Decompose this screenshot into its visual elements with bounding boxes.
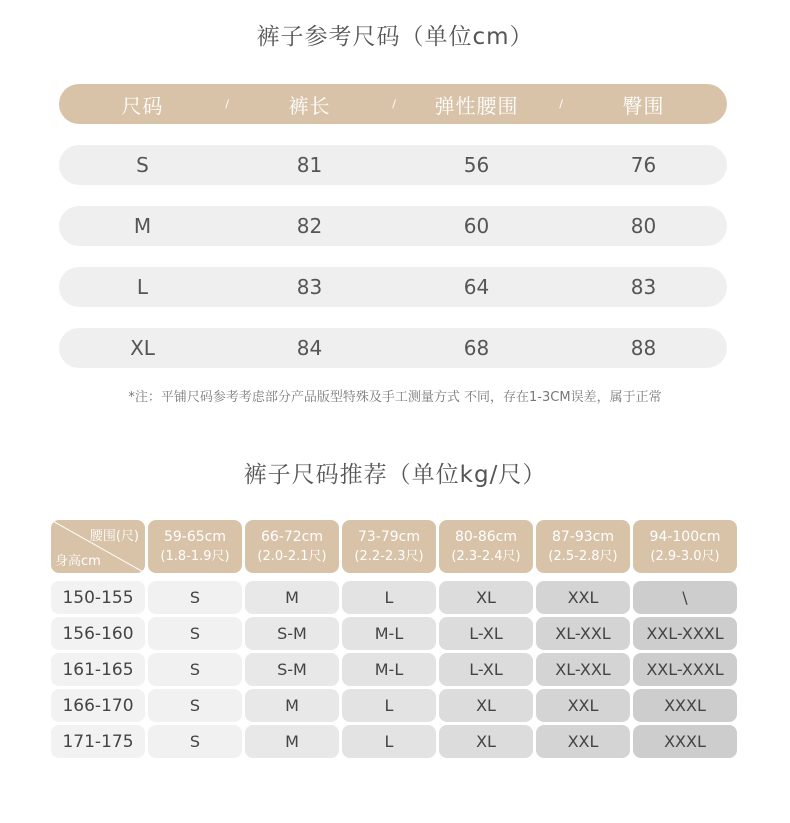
waist-column-header xyxy=(536,520,630,573)
cell-waist: 56 xyxy=(463,153,490,177)
size-recommendation: S-M xyxy=(245,617,339,650)
size-recommendation: XXL xyxy=(536,689,630,722)
divider: / xyxy=(559,97,564,111)
cell-hip: 80 xyxy=(630,214,657,238)
size-recommendation: S xyxy=(148,689,242,722)
cell-waist: 60 xyxy=(463,214,490,238)
size-recommendation: S xyxy=(148,653,242,686)
cell-size: S xyxy=(136,153,149,177)
height-label: 156-160 xyxy=(51,617,145,650)
waist-range: 94-100cm xyxy=(649,528,721,545)
waist-range-chi: (2.0-2.1尺) xyxy=(257,548,327,564)
size-recommendation: XXL xyxy=(536,581,630,614)
waist-range: 66-72cm xyxy=(260,528,323,545)
cell-length: 83 xyxy=(296,275,323,299)
size-recommendation: XXXL xyxy=(633,689,737,722)
height-label: 161-165 xyxy=(51,653,145,686)
header-length xyxy=(226,90,397,119)
divider: / xyxy=(392,97,397,111)
size-chart-header xyxy=(59,84,727,124)
corner-height-label: 身高cm xyxy=(55,554,101,569)
waist-column-header xyxy=(342,520,436,573)
cell-hip: 76 xyxy=(630,153,657,177)
size-recommendation: XXL-XXXL xyxy=(633,617,737,650)
size-recommendation: XL xyxy=(439,725,533,758)
cell-length: 84 xyxy=(296,336,323,360)
header-waist xyxy=(393,90,564,119)
waist-column-header xyxy=(148,520,242,573)
waist-range: 73-79cm xyxy=(357,528,420,545)
waist-range-chi: (2.3-2.4尺) xyxy=(451,548,521,564)
table-row xyxy=(59,206,727,246)
size-recommendation: L xyxy=(342,725,436,758)
cell-length: 81 xyxy=(296,153,323,177)
size-recommendation: L-XL xyxy=(439,617,533,650)
corner-waist-label: 腰围(尺) xyxy=(89,529,139,544)
cell-size: XL xyxy=(130,336,155,360)
size-recommendation: XXL xyxy=(536,725,630,758)
cell-waist: 64 xyxy=(463,275,490,299)
size-recommendation: S xyxy=(148,617,242,650)
size-recommendation: XXXL xyxy=(633,725,737,758)
header-size-label: 尺码 xyxy=(121,93,164,118)
recommendation-title: 裤子尺码推荐（单位kg/尺） xyxy=(243,462,547,488)
table-row xyxy=(59,145,727,185)
height-label: 150-155 xyxy=(51,581,145,614)
header-hip xyxy=(560,90,727,119)
waist-range-chi: (1.8-1.9尺) xyxy=(160,548,230,564)
size-recommendation: XL xyxy=(439,581,533,614)
waist-range-chi: (2.9-3.0尺) xyxy=(650,548,720,564)
size-recommendation: XL xyxy=(439,689,533,722)
size-recommendation: \ xyxy=(633,581,737,614)
size-recommendation: L xyxy=(342,581,436,614)
cell-size: L xyxy=(136,275,149,299)
size-recommendation: M xyxy=(245,581,339,614)
cell-waist: 68 xyxy=(463,336,490,360)
header-hip-label: 臀围 xyxy=(622,93,665,118)
waist-range-chi: (2.2-2.3尺) xyxy=(354,548,424,564)
cell-size: M xyxy=(133,214,152,238)
corner-header xyxy=(51,520,145,573)
size-recommendation: M xyxy=(245,725,339,758)
size-recommendation: L xyxy=(342,689,436,722)
measurement-note: *注：平铺尺码参考考虑部分产品版型特殊及手工测量方式 不同，存在1-3CM误差，属于正常 xyxy=(128,390,662,405)
size-recommendation: L-XL xyxy=(439,653,533,686)
height-label: 166-170 xyxy=(51,689,145,722)
waist-column-header xyxy=(633,520,737,573)
cell-hip: 83 xyxy=(630,275,657,299)
waist-range: 87-93cm xyxy=(551,528,614,545)
divider: / xyxy=(225,97,230,111)
size-recommendation: XXL-XXXL xyxy=(633,653,737,686)
size-chart-title: 裤子参考尺码（单位cm） xyxy=(256,24,534,50)
waist-range: 59-65cm xyxy=(163,528,226,545)
table-row xyxy=(59,267,727,307)
size-recommendation: M-L xyxy=(342,653,436,686)
size-recommendation: S-M xyxy=(245,653,339,686)
waist-column-header xyxy=(245,520,339,573)
size-recommendation: M-L xyxy=(342,617,436,650)
waist-range: 80-86cm xyxy=(454,528,517,545)
header-size xyxy=(59,90,230,119)
size-recommendation: XL-XXL xyxy=(536,653,630,686)
header-length-label: 裤长 xyxy=(288,93,331,118)
waist-column-header xyxy=(439,520,533,573)
cell-length: 82 xyxy=(296,214,323,238)
size-recommendation: S xyxy=(148,725,242,758)
cell-hip: 88 xyxy=(630,336,657,360)
header-waist-label: 弹性腰围 xyxy=(434,93,519,118)
height-label: 171-175 xyxy=(51,725,145,758)
size-recommendation: XL-XXL xyxy=(536,617,630,650)
table-row xyxy=(59,328,727,368)
size-recommendation: M xyxy=(245,689,339,722)
size-recommendation: S xyxy=(148,581,242,614)
waist-range-chi: (2.5-2.8尺) xyxy=(548,548,618,564)
